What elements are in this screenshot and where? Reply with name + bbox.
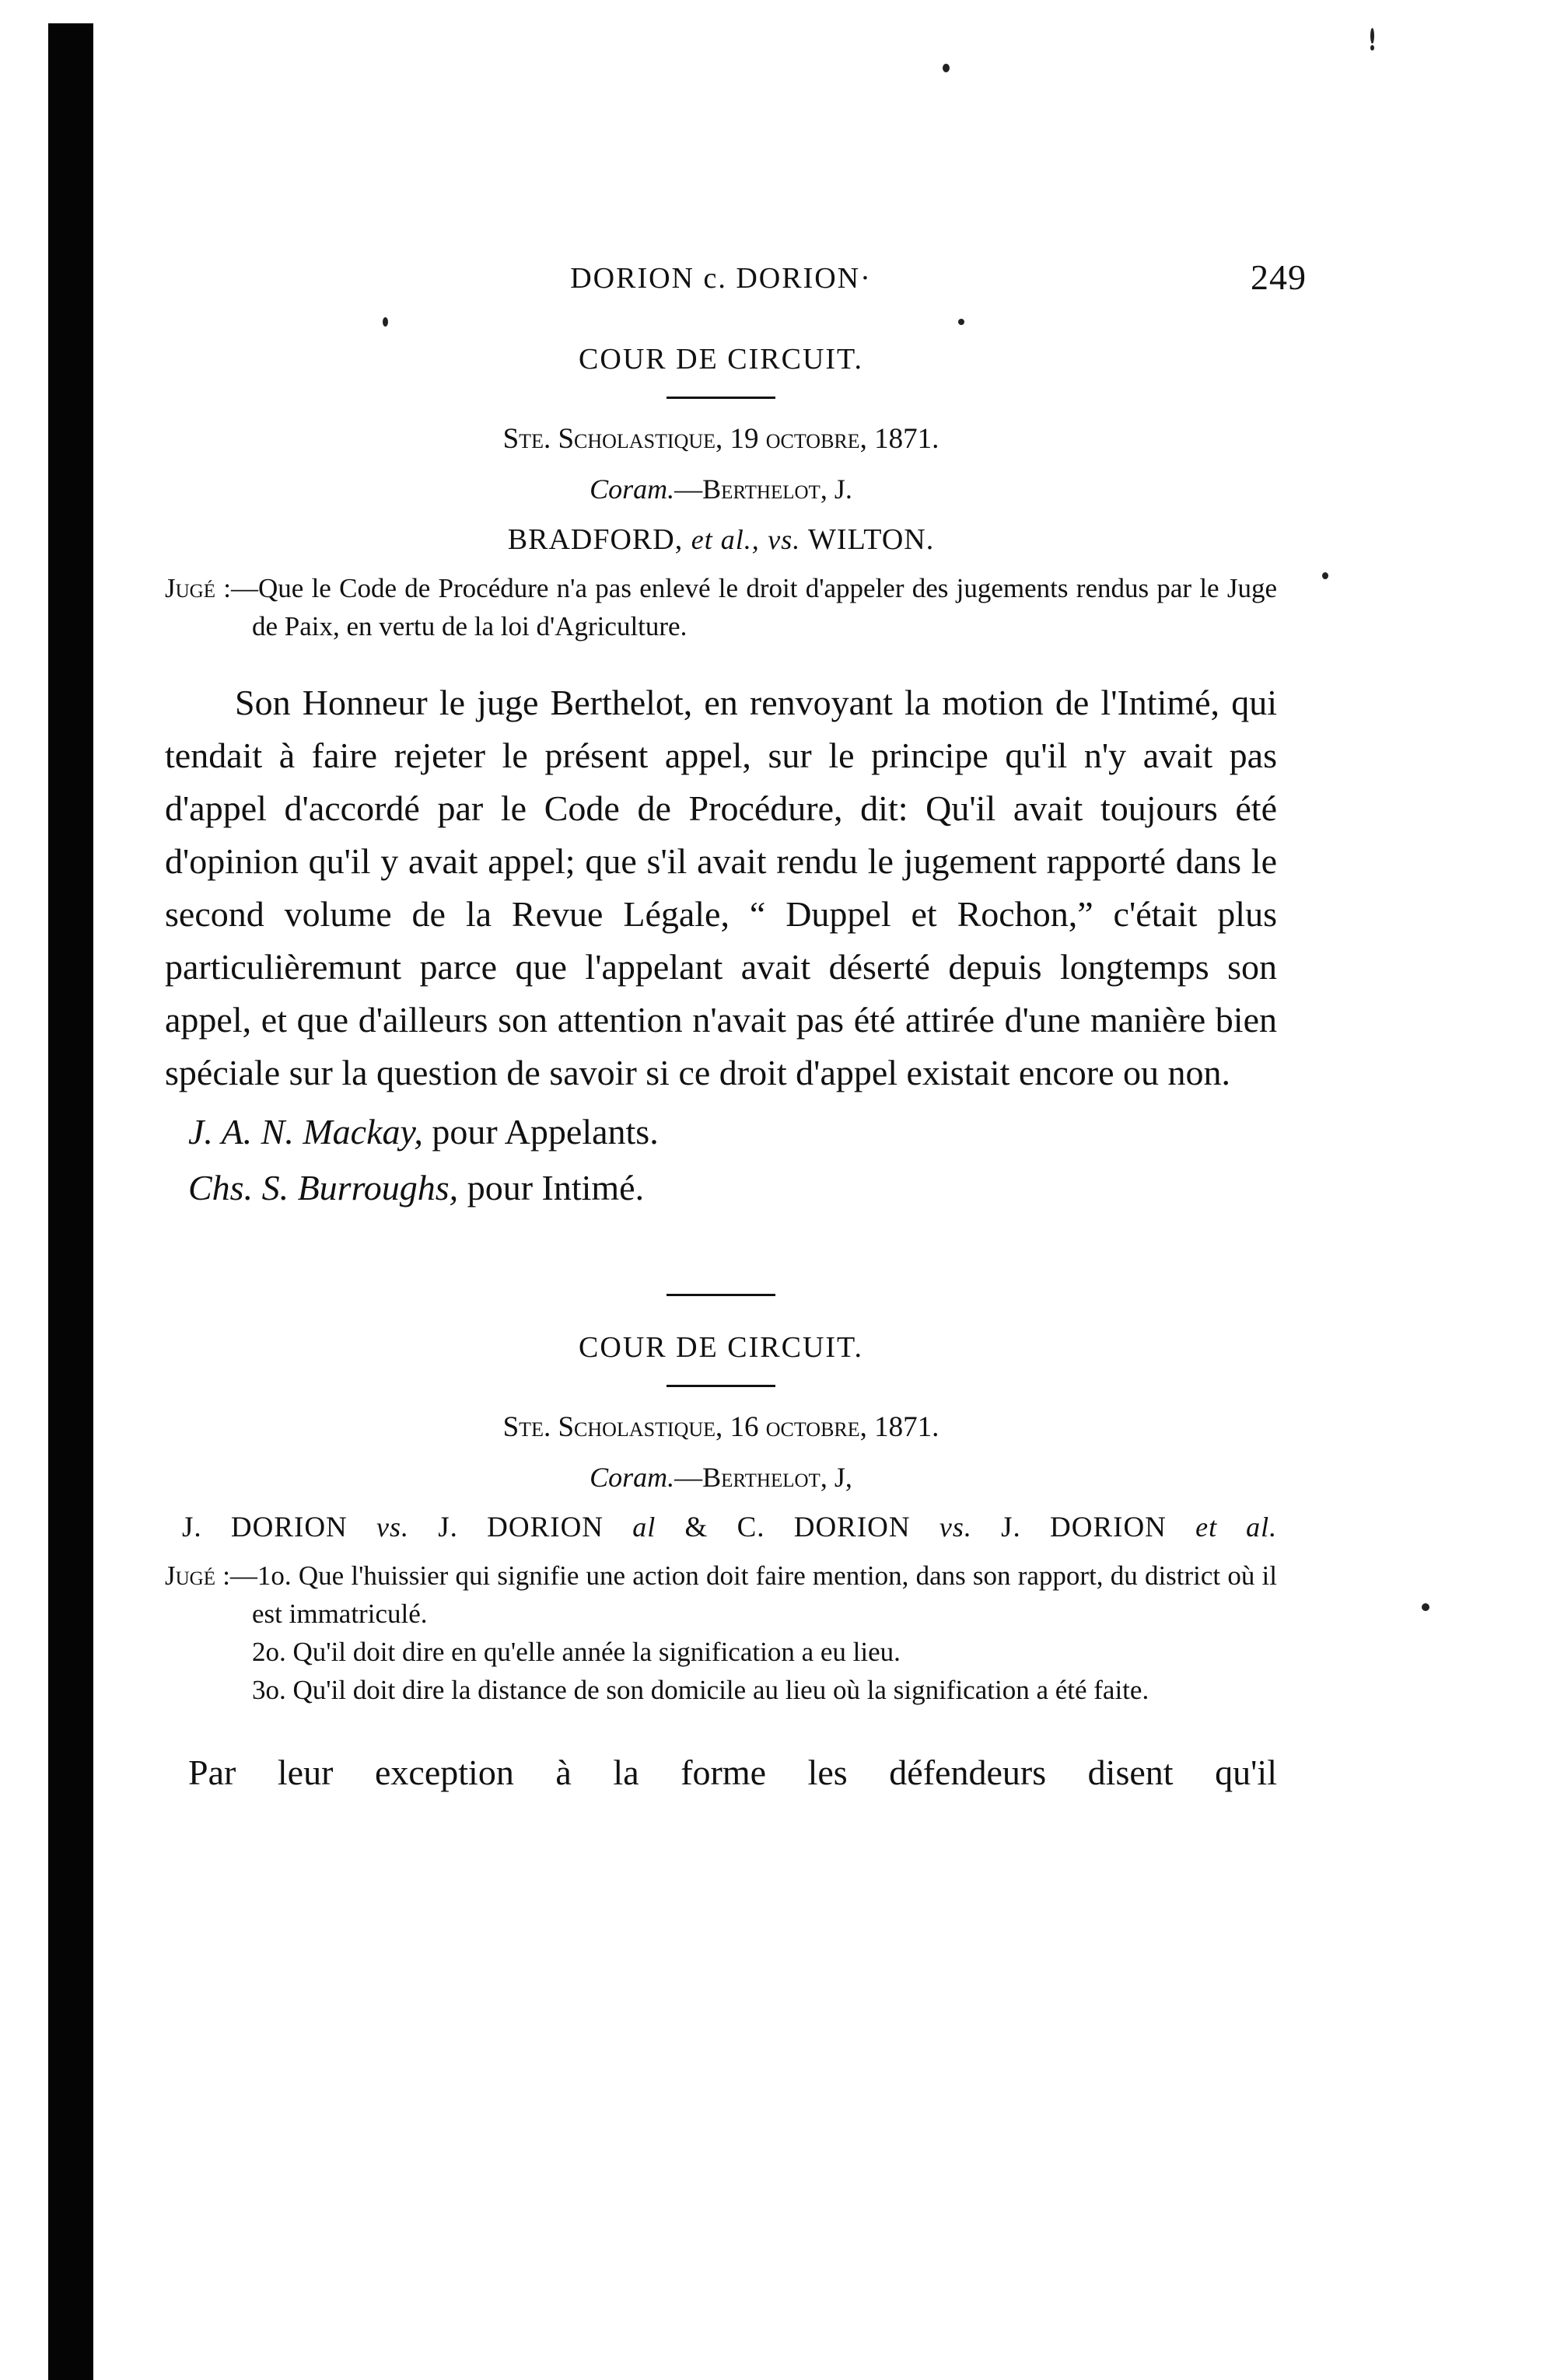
holding-text: —Que le Code de Procédure n'a pas enlevé le droit d'appeler des jugements rendus par le Juge de Paix, en vertu de la loi d'Agriculture.	[231, 573, 1277, 641]
scan-binding-edge	[48, 23, 93, 2380]
dateline: Ste. Scholastique, 16 octobre, 1871.	[502, 1411, 939, 1443]
holding-point-3: 3o. Qu'il doit dire la distance de son domicile au lieu où la signification a été faite.	[252, 1675, 1149, 1705]
heading-rule	[667, 397, 775, 399]
section-separator	[667, 1294, 775, 1296]
holding-point-2: 2o. Qu'il doit dire en qu'elle année la signification a eu lieu.	[252, 1637, 901, 1667]
case-dorion-dorion	[165, 1330, 1277, 1799]
court-heading: COUR DE CIRCUIT.	[579, 1331, 863, 1364]
et-al: et al.,	[691, 524, 760, 555]
case-bradford-wilton	[165, 342, 1277, 1216]
et-al: et al.	[1195, 1512, 1278, 1543]
versus: vs.	[939, 1512, 972, 1543]
party: J. DORION	[438, 1512, 604, 1543]
juge-label: Jugé :	[165, 573, 231, 603]
page-number: 249	[1251, 257, 1307, 297]
scan-speck	[943, 64, 950, 72]
scan-speck	[1322, 572, 1328, 579]
headnote	[165, 1557, 1277, 1709]
coram-label: Coram.	[590, 1462, 675, 1493]
judgment-body	[165, 676, 1277, 1099]
defendant: WILTON.	[808, 523, 935, 556]
court-heading: COUR DE CIRCUIT.	[579, 343, 863, 376]
juge-label: Jugé :	[165, 1560, 230, 1591]
running-head	[165, 257, 1307, 311]
versus: vs.	[376, 1512, 410, 1543]
coram-line	[165, 473, 1277, 505]
scan-speck	[1422, 1603, 1429, 1611]
coram-line	[165, 1461, 1277, 1494]
party: J. DORION	[182, 1512, 348, 1543]
party: C. DORION	[737, 1512, 911, 1543]
party: J. DORION	[1001, 1512, 1167, 1543]
heading-rule	[667, 1385, 775, 1387]
coram-judge: —Berthelot, J.	[674, 474, 852, 505]
case-parties	[165, 1511, 1277, 1544]
counsel-role: pour Intimé.	[458, 1168, 645, 1207]
scan-speck	[1370, 45, 1374, 51]
holding-point-1: —1o. Que l'huissier qui signifie une action doit faire mention, dans son rapport, du district où il est immatriculé.	[229, 1560, 1277, 1629]
counsel-name: J. A. N. Mackay,	[188, 1112, 423, 1152]
et-al: al	[632, 1512, 656, 1543]
counsel-name: Chs. S. Burroughs,	[188, 1168, 459, 1207]
judgment-opening-line: Par leur exception à la forme les défendeurs disent qu'il	[188, 1753, 1277, 1792]
case-parties	[165, 522, 1277, 557]
running-head-title: DORION c. DORION·	[570, 262, 872, 295]
document-page	[165, 257, 1307, 1799]
versus: vs.	[768, 524, 801, 555]
dateline: Ste. Scholastique, 19 octobre, 1871.	[502, 423, 939, 455]
counsel-appellants	[165, 1104, 1277, 1160]
headnote-text	[165, 569, 1277, 645]
scan-speck	[1370, 28, 1374, 44]
counsel-role: pour Appelants.	[422, 1112, 659, 1152]
coram-judge: —Berthelot, J,	[674, 1462, 852, 1493]
plaintiff: BRADFORD,	[507, 523, 684, 556]
ampersand: &	[684, 1512, 709, 1543]
counsel-respondent	[165, 1160, 1277, 1216]
headnote	[165, 569, 1277, 645]
judgment-paragraph: Son Honneur le juge Berthelot, en renvoyant la motion de l'Intimé, qui tendait à faire rejeter le présent appel, sur le principe qu'il n'y avait pas d'appel d'accordé par le Code de Procédure, dit: Qu'il avait toujours été d'opinion qu'il y avait appel; que s'il avait rendu le jugement rapporté dans le second volume de la Revue Légale, “ Duppel et Rochon,” c'était plus particulièremunt parce que l'appelant avait déserté depuis longtemps son appel, et que d'ailleurs son attention n'avait pas été attirée d'une manière bien spéciale sur la question de savoir si ce droit d'appel existait encore ou non.	[165, 683, 1277, 1092]
headnote-text	[165, 1557, 1277, 1633]
coram-label: Coram.	[590, 474, 675, 505]
counsel-list	[165, 1104, 1277, 1216]
